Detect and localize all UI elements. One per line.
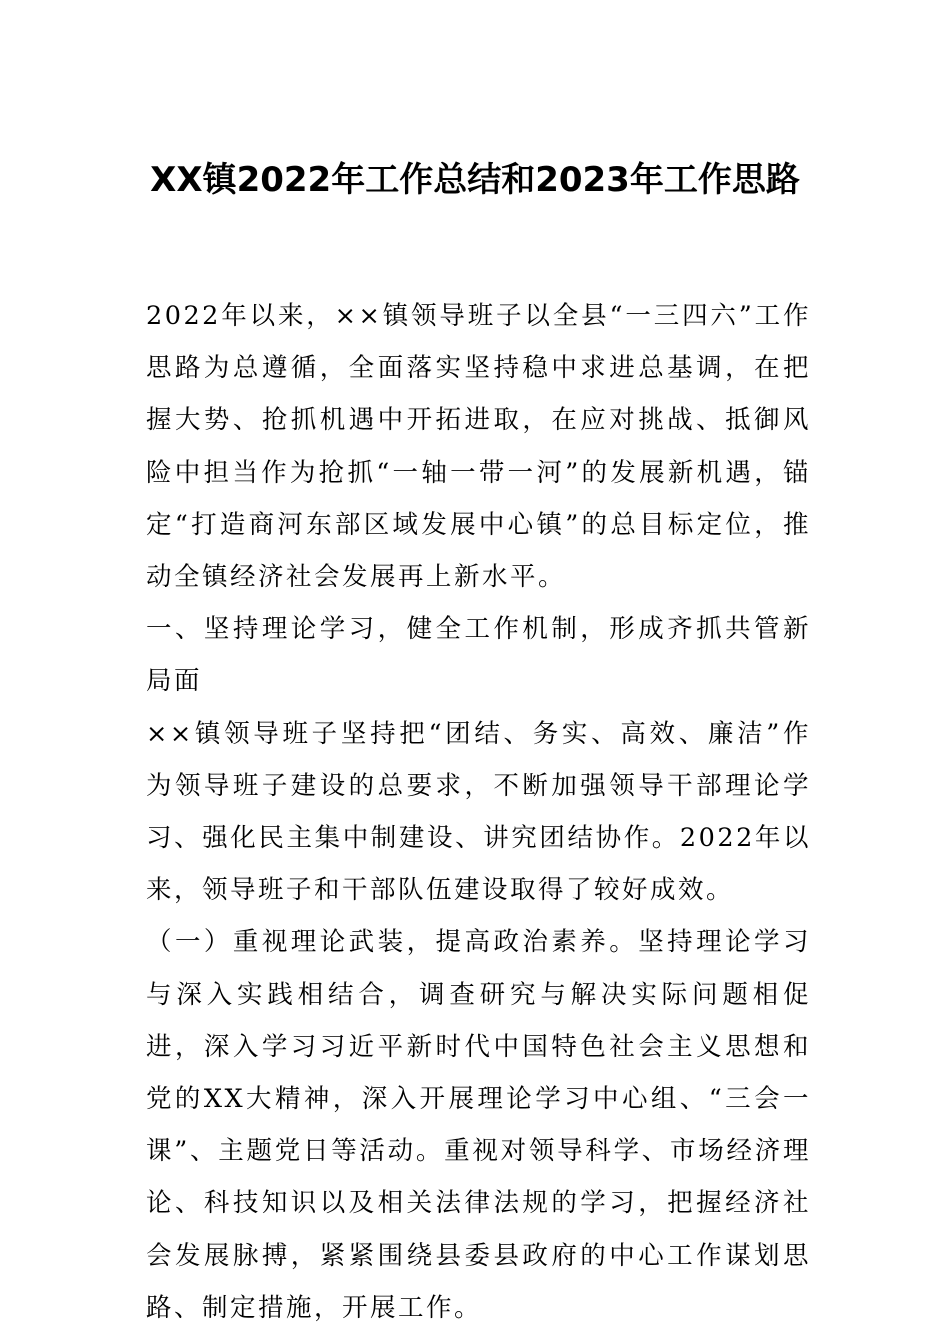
section-1-paragraph: ××镇领导班子坚持把“团结、务实、高效、廉洁”作为领导班子建设的总要求，不断加强领导干部理论学习、强化民主集中制建设、讲究团结协作。2022年以来，领导班子和干部队伍建设取得了较好成效。 xyxy=(146,718,811,906)
intro-paragraph: 2022年以来，××镇领导班子以全县“一三四六”工作思路为总遵循，全面落实坚持稳中求进总基调，在把握大势、抢抓机遇中开拓进取，在应对挑战、抵御风险中担当作为抢抓“一轴一带一河”的发展新机遇，锚定“打造商河东部区域发展中心镇”的总目标定位，推动全镇经济社会发展再上新水平。 xyxy=(146,301,811,593)
subsection-1-paragraph: （一）重视理论武装，提高政治素养。坚持理论学习与深入实践相结合，调查研究与解决实际问题相促进，深入学习习近平新时代中国特色社会主义思想和党的XX大精神，深入开展理论学习中心组、“三会一课”、主题党日等活动。重视对领导科学、市场经济理论、科技知识以及相关法律法规的学习，把握经济社会发展脉搏，紧紧围绕县委县政府的中心工作谋划思路、制定措施，开展工作。 xyxy=(146,927,811,1323)
section-heading-1: 一、坚持理论学习，健全工作机制，形成齐抓共管新局面 xyxy=(146,614,811,697)
document-title: XX镇2022年工作总结和2023年工作思路 xyxy=(150,160,800,200)
document-body xyxy=(146,290,811,1334)
